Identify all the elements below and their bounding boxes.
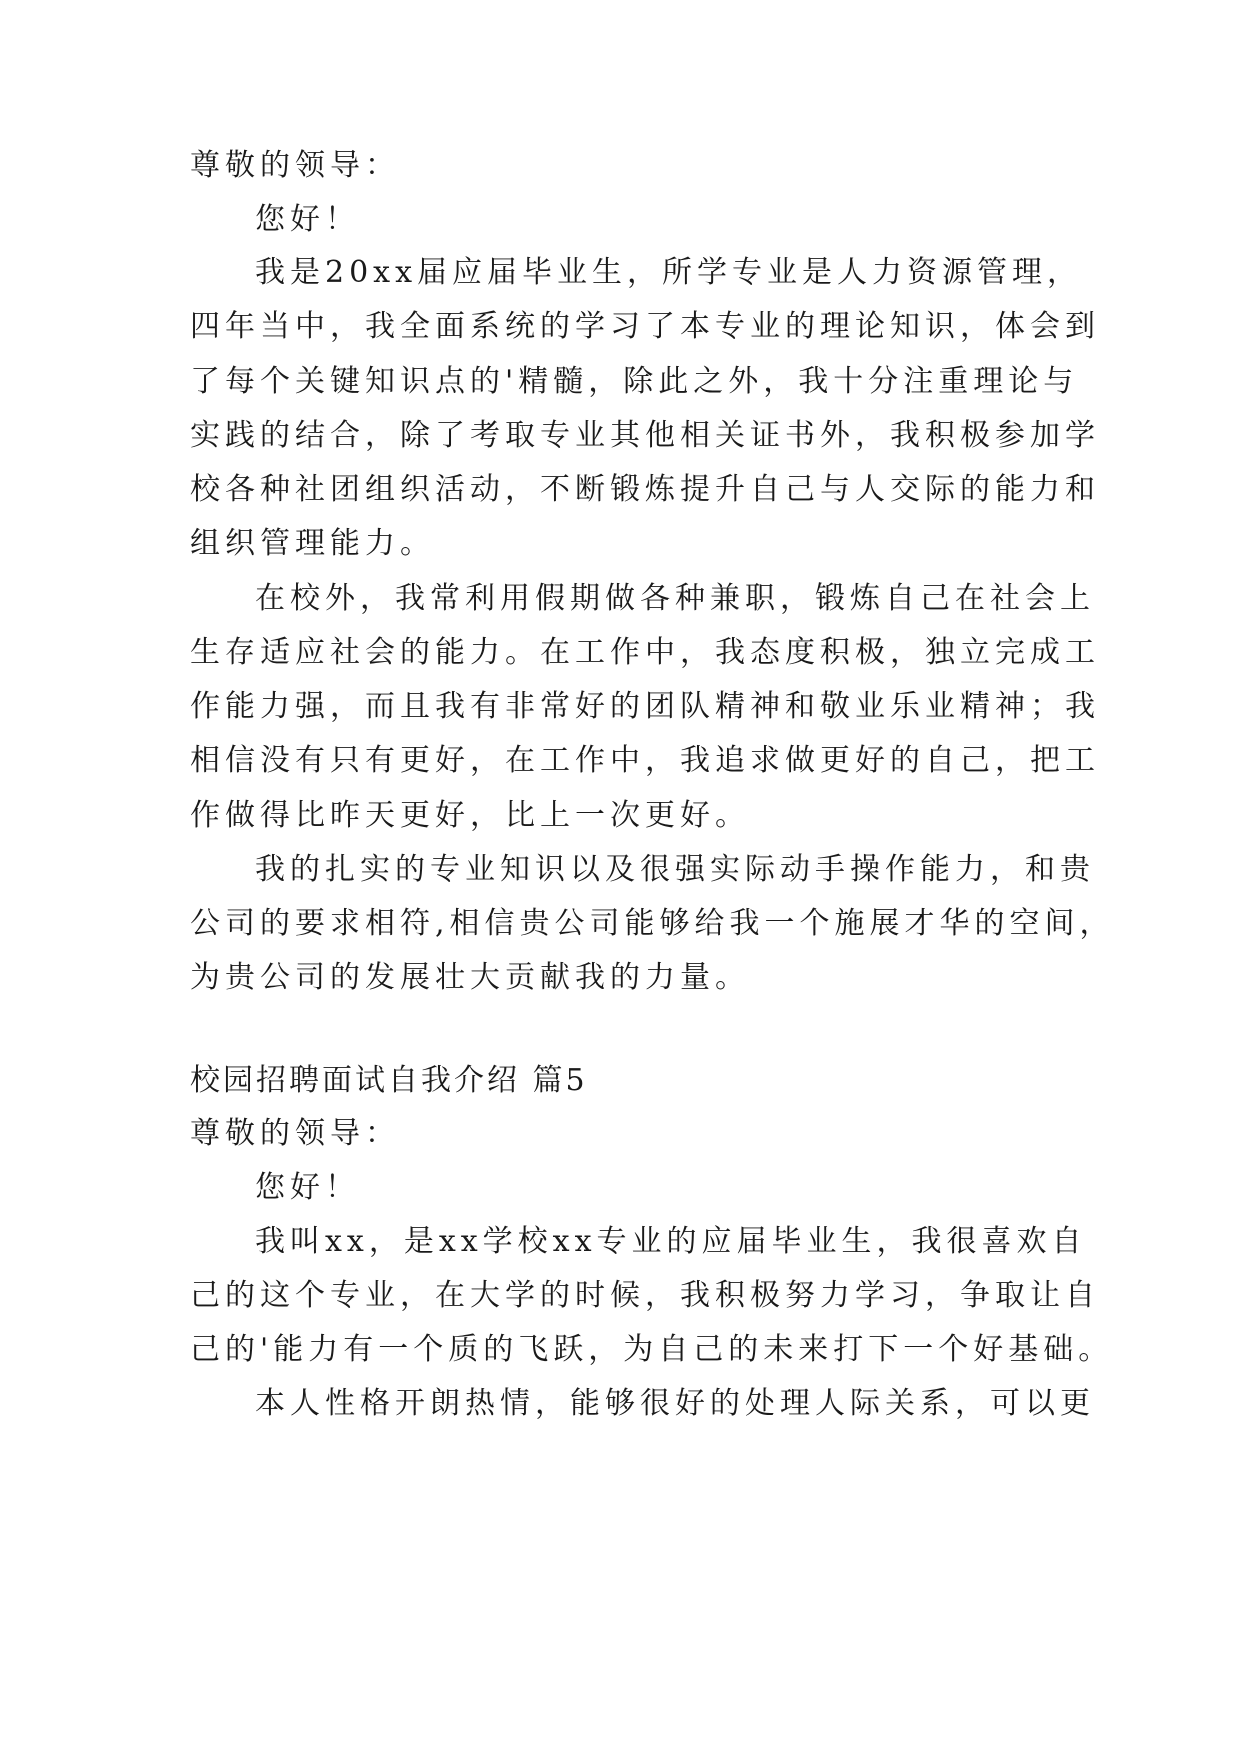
paragraph-line: 我的扎实的专业知识以及很强实际动手操作能力，和贵 xyxy=(255,852,1095,887)
paragraph-line: 作做得比昨天更好，比上一次更好。 xyxy=(190,798,750,833)
paragraph-line: 校各种社团组织活动，不断锻炼提升自己与人交际的能力和 xyxy=(190,472,1100,507)
paragraph-line: 四年当中，我全面系统的学习了本专业的理论知识，体会到 xyxy=(190,309,1100,344)
paragraph-line: 公司的要求相符,相信贵公司能够给我一个施展才华的空间， xyxy=(190,906,1115,941)
section-title: 校园招聘面试自我介绍 篇5 xyxy=(190,1063,588,1098)
greeting: 您好！ xyxy=(255,202,360,237)
paragraph-line: 我叫xx，是xx学校xx专业的应届毕业生，我很喜欢自 xyxy=(255,1224,1087,1259)
paragraph-line: 本人性格开朗热情，能够很好的处理人际关系，可以更 xyxy=(255,1386,1095,1421)
paragraph-line: 在校外，我常利用假期做各种兼职，锻炼自己在社会上 xyxy=(255,581,1095,616)
paragraph-line: 组织管理能力。 xyxy=(190,526,435,561)
paragraph-line: 我是20xx届应届毕业生，所学专业是人力资源管理， xyxy=(255,255,1083,290)
paragraph-line: 己的这个专业，在大学的时候，我积极努力学习，争取让自 xyxy=(190,1278,1100,1313)
paragraph-line: 为贵公司的发展壮大贡献我的力量。 xyxy=(190,960,750,995)
paragraph-line: 生存适应社会的能力。在工作中，我态度积极，独立完成工 xyxy=(190,635,1100,670)
paragraph-line: 了每个关键知识点的'精髓，除此之外，我十分注重理论与 xyxy=(190,364,1079,399)
paragraph-line: 相信没有只有更好，在工作中，我追求做更好的自己，把工 xyxy=(190,743,1100,778)
salutation: 尊敬的领导： xyxy=(190,148,400,183)
paragraph-line: 作能力强，而且我有非常好的团队精神和敬业乐业精神；我 xyxy=(190,689,1100,724)
salutation: 尊敬的领导： xyxy=(190,1116,400,1151)
greeting: 您好！ xyxy=(255,1170,360,1205)
paragraph-line: 实践的结合，除了考取专业其他相关证书外，我积极参加学 xyxy=(190,418,1100,453)
paragraph-line: 己的'能力有一个质的飞跃，为自己的未来打下一个好基础。 xyxy=(190,1332,1114,1367)
